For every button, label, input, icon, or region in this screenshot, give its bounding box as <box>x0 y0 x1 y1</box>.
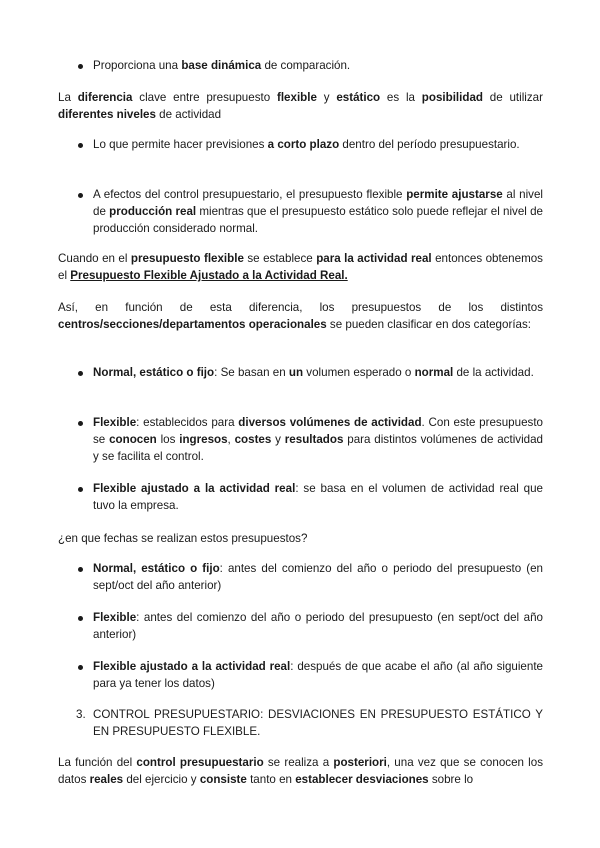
bullet-dot <box>78 421 83 426</box>
list-item-flexible: Flexible: establecidos para diversos volúmenes de actividad. Con este presupuesto se conocen los ingresos, costes y resultados para distintos volúmenes de actividad y se facilita el control. <box>93 416 543 463</box>
list-item-short-term: Lo que permite hacer previsiones a corto plazo dentro del período presupuestario. <box>93 138 520 151</box>
question-line: ¿en que fechas se realizan estos presupuestos? <box>58 532 308 545</box>
section-heading: CONTROL PRESUPUESTARIO: DESVIACIONES EN PRESUPUESTO ESTÁTICO Y EN PRESUPUESTO FLEXIBLE. <box>93 708 543 738</box>
bullet-dot <box>78 193 83 198</box>
list-item-date-normal: Normal, estático o fijo: antes del comienzo del año o periodo del presupuesto (en sept/oct del año anterior) <box>93 562 543 592</box>
list-item-date-adjusted: Flexible ajustado a la actividad real: después de que acabe el año (al año siguiente para ya tener los datos) <box>93 660 543 690</box>
bullet-dot <box>78 616 83 621</box>
list-item-normal: Normal, estático o fijo: Se basan en un volumen esperado o normal de la actividad. <box>93 366 534 379</box>
paragraph-categories: Así, en función de esta diferencia, los presupuestos de los distintos centros/secciones/departamentos operacionales se pueden clasificar en dos categorías: <box>58 301 543 331</box>
list-item-date-flexible: Flexible: antes del comienzo del año o periodo del presupuesto (en sept/oct del año anterior) <box>93 611 543 641</box>
list-item-adjust: A efectos del control presupuestario, el presupuesto flexible permite ajustarse al nivel de producción real mientras que el presupuesto estático solo puede reflejar el nivel de producción considerado normal. <box>93 188 543 235</box>
paragraph-flexible-real: Cuando en el presupuesto flexible se establece para la actividad real entonces obtenemos el Presupuesto Flexible Ajustado a la Actividad Real. <box>58 252 543 282</box>
bullet-dot <box>78 371 83 376</box>
bullet-dot <box>78 487 83 492</box>
bullet-dot <box>78 143 83 148</box>
bullet-dot <box>78 567 83 572</box>
section-number: 3. <box>76 708 86 721</box>
list-item-adjusted: Flexible ajustado a la actividad real: se basa en el volumen de actividad real que tuvo la empresa. <box>93 482 544 512</box>
bullet-dot <box>78 64 83 69</box>
list-item-dynamic-base: Proporciona una base dinámica de comparación. <box>93 59 351 72</box>
bullet-dot <box>78 665 83 670</box>
paragraph-control: La función del control presupuestario se realiza a posteriori, una vez que se conocen los datos reales del ejercicio y consiste tanto en establecer desviaciones sobre lo <box>58 756 544 786</box>
paragraph-difference: La diferencia clave entre presupuesto flexible y estático es la posibilidad de utilizar diferentes niveles de actividad <box>58 91 543 121</box>
